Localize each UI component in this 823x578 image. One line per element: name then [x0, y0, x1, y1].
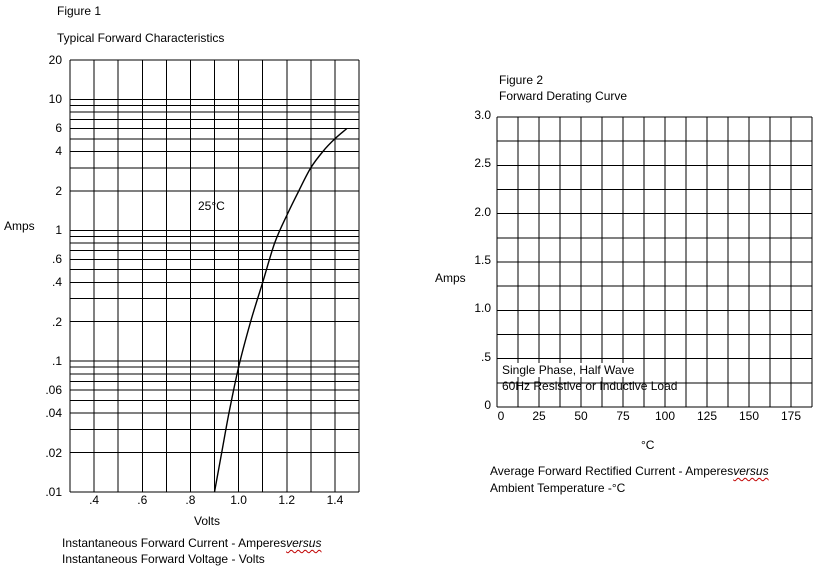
figure1-y-tick-label: 2	[55, 183, 62, 198]
figure1-y-tick-label: 4	[55, 144, 62, 159]
figure1-label: Figure 1	[57, 4, 102, 18]
figure1-x-tick-label: .4	[89, 493, 100, 507]
figure2-x-tick-label: 25	[532, 409, 546, 423]
figure2-y-tick-label: 0	[484, 398, 491, 412]
figure1-x-tick-label: 1.2	[278, 493, 296, 507]
figure1-y-tick-label: 6	[55, 121, 62, 136]
figure1-title: Typical Forward Characteristics	[57, 31, 225, 45]
figure1-y-tick-label: 20	[48, 53, 62, 67]
figure1-curve-group	[215, 128, 348, 492]
figure1-y-tick-label: .6	[51, 252, 62, 267]
figure2-y-tick-label: 2.0	[474, 204, 491, 219]
figure1-y-tick-label: .2	[51, 314, 62, 329]
figure2-caption-versus: versus	[733, 464, 769, 478]
figure1-y-tick-label: .02	[45, 445, 62, 460]
figure1-y-tick-label: .04	[45, 406, 62, 421]
figure1-caption-versus: versus	[286, 536, 322, 550]
figure2-x-axis-label: °C	[641, 438, 655, 452]
figure1-x-tick-label: .8	[185, 493, 196, 507]
figure2-y-tick-label: .5	[480, 349, 491, 364]
figure2-x-tick-label: 175	[780, 409, 802, 423]
figure2-y-tick-label: 1.0	[474, 301, 491, 316]
figure2-x-tick-label: 150	[738, 409, 760, 423]
figure1-y-tick-label: 10	[48, 92, 62, 107]
figure1-y-tick-label: .06	[45, 383, 62, 398]
figure2-annotation-line2: 60Hz Resistive or Inductive Load	[502, 379, 678, 393]
figure1-curve-annotation: 25°C	[198, 199, 225, 213]
figure1-y-tick-label: .01	[45, 485, 62, 499]
figure1-y-tick-label: .4	[51, 275, 62, 290]
figure2-caption-line2: Ambient Temperature -°C	[490, 481, 626, 495]
figure2-y-tick-label: 3.0	[474, 108, 491, 122]
figure2-y-tick-label: 1.5	[474, 253, 491, 267]
figure2-x-tick-label: 125	[696, 409, 718, 423]
figure2-x-tick-label: 50	[574, 409, 588, 423]
figure1-caption-line1	[62, 536, 321, 550]
figure2-annotation-line1: Single Phase, Half Wave	[502, 363, 635, 377]
figure1-y-tick-label: 1	[55, 223, 62, 238]
figure2-title: Forward Derating Curve	[499, 89, 628, 103]
figure1-x-tick-label: .6	[137, 493, 148, 507]
figure1-caption-line2: Instantaneous Forward Voltage - Volts	[62, 552, 265, 566]
figure2-y-tick-label: 2.5	[474, 156, 491, 171]
figure1-x-axis-label: Volts	[194, 514, 221, 528]
figure2-caption-line1	[490, 464, 769, 478]
figure1-series-25c-line	[215, 128, 348, 492]
figure1-caption-text: Instantaneous Forward Current - Amperes	[62, 536, 287, 550]
figure1-x-tick-label: 1.0	[230, 493, 247, 507]
figure2-y-axis-label: Amps	[435, 271, 466, 285]
figure1-grid	[70, 60, 359, 492]
figure2-caption-text: Average Forward Rectified Current - Amperes	[490, 464, 734, 478]
figure2-x-tick-label: 100	[654, 409, 676, 423]
figure2-label: Figure 2	[499, 73, 544, 87]
figure2-x-tick-label: 0	[497, 409, 505, 423]
figure1-y-tick-label: .1	[51, 354, 62, 369]
figure1-x-tick-label: 1.4	[326, 493, 344, 507]
figure1-y-axis-label: Amps	[4, 219, 35, 233]
figure2-x-tick-label: 75	[616, 409, 630, 423]
